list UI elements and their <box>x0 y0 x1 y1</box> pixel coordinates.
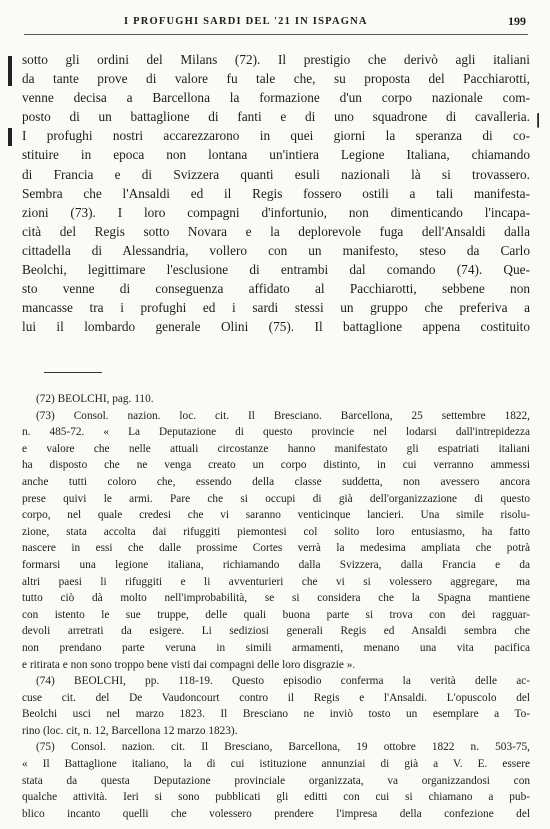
text-line: lui il lombardo generale Olini (75). Il battaglione appena costituito <box>22 319 530 335</box>
footnote-line: non prendano parte veruna in simili armamenti, menano una vita pacifica <box>22 641 530 654</box>
footnote-line: altri paesi li rifuggiti e li avventurieri che vi si volessero aggregare, ma <box>22 575 530 588</box>
footnote-line: rino (loc. cit, n. 12, Barcellona 12 marzo 1823). <box>22 724 238 737</box>
text-line: Beolchi, legittimare l'esclusione di entrambi dal comando (74). Que- <box>22 262 530 278</box>
text-line: venne decisa a Barcellona la formazione d'un corpo nazionale com- <box>22 90 530 106</box>
footnote-line: corpo, nel quale credesi che vi saranno venticinque lancieri. Una simile risolu- <box>22 509 530 522</box>
page-number: 199 <box>508 14 526 28</box>
footnote-line: con istento le sue truppe, delle quali buona parte si trova con dei ragguar- <box>22 608 530 621</box>
text-line: cittadella di Alessandria, vollero con un manifesto, steso da Carlo <box>22 242 530 258</box>
text-line: da tante prove di valore fu tale che, su proposta del Pacchiarotti, <box>22 71 530 87</box>
text-line: posto di un battaglione di fanti e di uno squadrone di cavalleria. <box>22 109 530 125</box>
text-line: stituire in epoca non lontana un'intiera Legione Italiana, chiamando <box>22 147 530 163</box>
margin-mark-middle <box>8 128 12 146</box>
footnote-line: prese quivi le armi. Pare che si occupi di già dell'organizzazione di questo <box>22 492 530 505</box>
text-line: mancasse tra i profughi ed i sardi stessi un gruppo che preferiva a <box>22 300 530 316</box>
text-line: Sembra che l'Ansaldi ed il Regis fossero ostili a tali manifesta- <box>22 185 530 201</box>
footnote-line: e valore che nelle attuali circostanze hanno manifestato gli espatriati italiani <box>22 442 530 455</box>
text-line: sto venne di conseguenza affidato al Pacchiarotti, sebbene non <box>22 281 530 297</box>
footnote-line: stata da questa Deputazione provinciale organizzata, va organizzandosi con <box>22 774 530 787</box>
footnote-line: Beolchi usci nel marzo 1823. Il Bresciano ne inviò tosto un esemplare a To- <box>22 708 530 721</box>
footnote-line: anche tutti coloro che, essendo della classe suddetta, non avessero ancora <box>22 475 530 488</box>
footnote-line: e ritirata e non sono troppo bene visti dai compagni delle loro disgrazie ». <box>22 658 356 671</box>
footnotes <box>22 391 530 822</box>
text-line: I profughi nostri accarezzarono in quei giorni la speranza di co- <box>22 128 530 144</box>
footnote-line: (72) BEOLCHI, pag. 110. <box>36 393 154 405</box>
footnote-line: (73) Consol. nazion. loc. cit. Il Bresciano. Barcellona, 25 settembre 1822, <box>36 409 530 422</box>
footnote-line: ha disposto che ne venga creato un corpo distinto, in cui verranno ammessi <box>22 459 530 472</box>
main-text <box>22 50 530 336</box>
text-line: di Francia e di Svizzera quanti esuli nazionali là si trovassero. <box>22 166 530 182</box>
margin-annotation-mark: ❘ <box>532 113 544 128</box>
footnote-line: qualche attività. Ieri si sono pubblicati gli editti con cui si chiamano a pub- <box>22 791 530 804</box>
footnote-line: tutto ciò dà molto nell'improbabilità, se si considera che la Spagna mantiene <box>22 592 530 605</box>
footnote-line: n. 485-72. « La Deputazione di questo provincie nel lodarsi dall'intrepidezza <box>22 426 530 439</box>
running-title: I PROFUGHI SARDI DEL '21 IN ISPAGNA <box>124 16 368 27</box>
text-line: zioni (73). I loro compagni d'infortunio, non dimenticando l'incapa- <box>22 204 530 220</box>
text-line: sotto gli ordini del Milans (72). Il prestigio che derivò agli italiani <box>22 52 530 67</box>
footnote-line: (75) Consol. nazion. cit. Il Bresciano, Barcellona, 19 ottobre 1822 n. 503-75, <box>36 741 530 754</box>
margin-mark-top <box>8 56 12 86</box>
footnote-line: devoli arretrati da esigere. Li sediziosi generali Regis ed Ansaldi sembra che <box>22 625 530 638</box>
footnote-line: nascere in essi che dalle prossime Cortes verrà la medesima ampliata che potrà <box>22 542 530 555</box>
footnote-line: formarsi una legione italiana, richiamando dalla Svizzera, dalla Francia e da <box>22 558 530 571</box>
footnote-separator <box>44 372 102 373</box>
footnote-line: zione, stata accolta dai rifuggiti piemontesi col solito loro entusiasmo, ha fatto <box>22 525 530 538</box>
footnote-line: blico incanto quelli che volessero prendere l'impresa della confezione del <box>22 807 530 820</box>
footnote-line: cuse cit. del De Vaudoncourt contro il Regis e l'Ansaldi. L'opuscolo del <box>22 691 530 704</box>
page-header <box>24 14 528 35</box>
footnote-line: « Il Battaglione italiano, la di cui istituzione annunziai di già a V. E. essere <box>22 758 530 771</box>
footnote-line: (74) BEOLCHI, pp. 118-19. Questo episodio conferma la verità delle ac- <box>36 675 530 688</box>
text-line: cità del Regis sotto Novara e la deplorevole fuga dell'Ansaldi dalla <box>22 223 530 239</box>
